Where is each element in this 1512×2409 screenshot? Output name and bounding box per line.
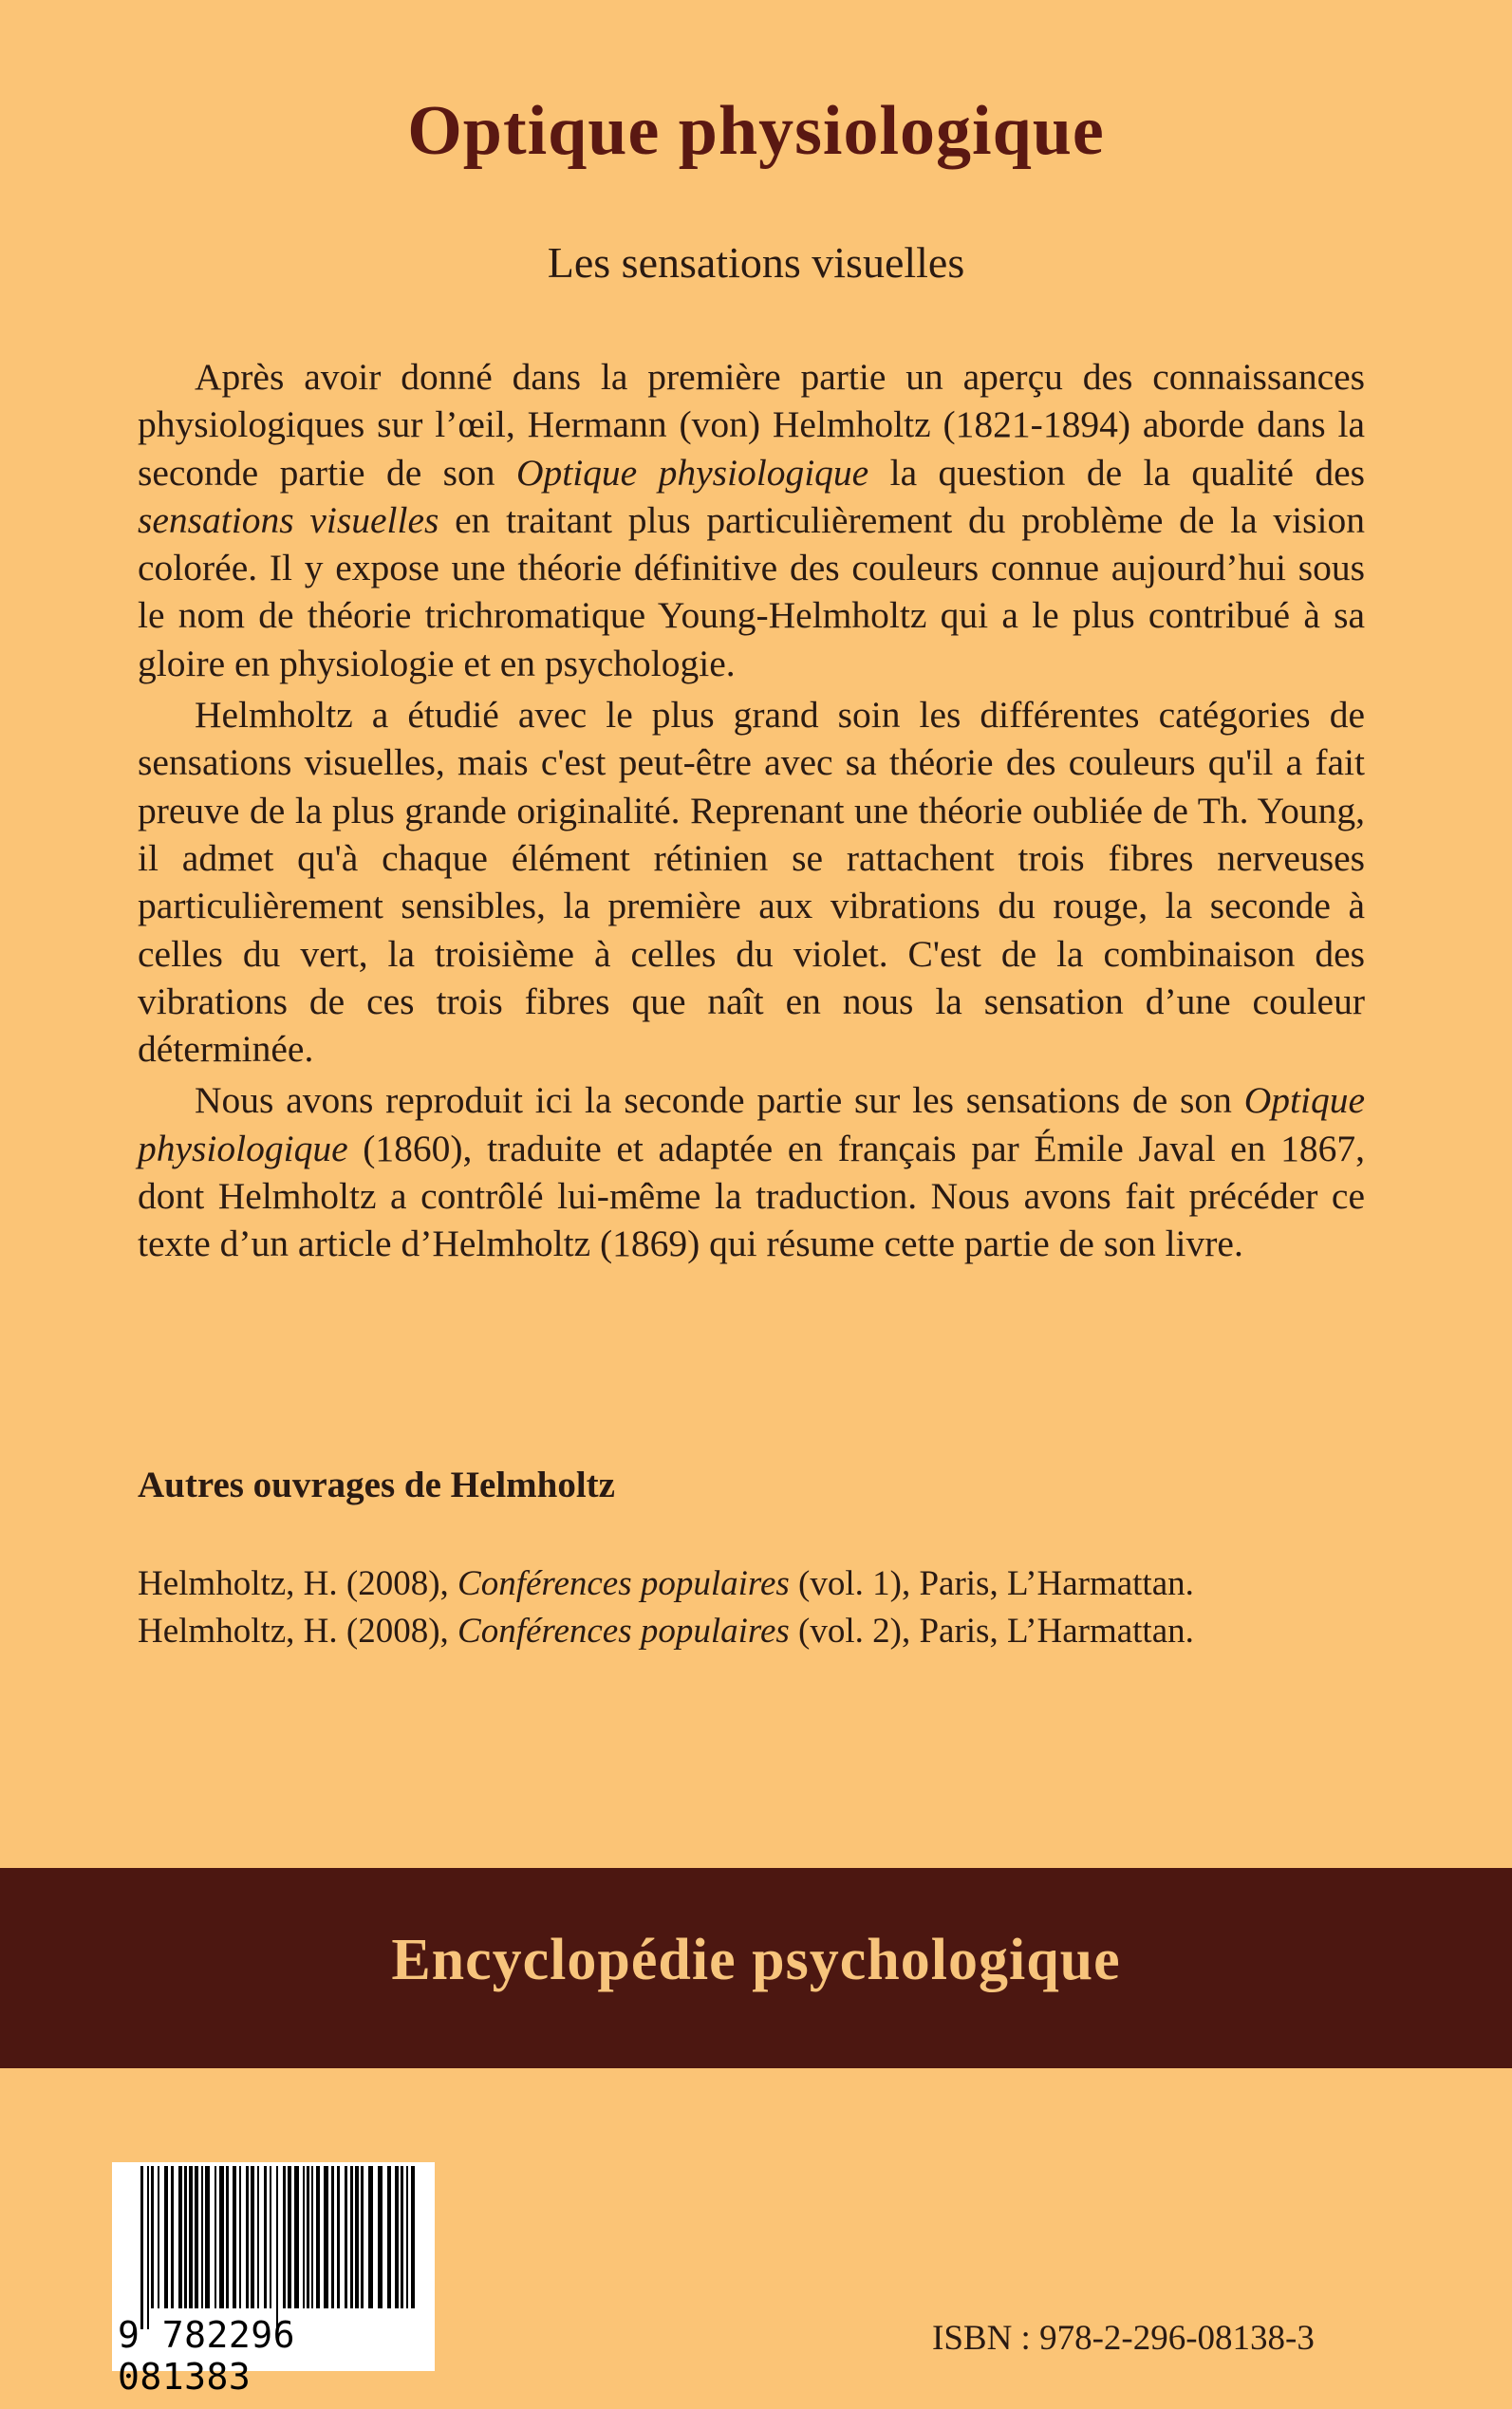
paragraph-3 [138, 1076, 1365, 1267]
barcode-bar [368, 2166, 373, 2308]
barcode-bar [350, 2166, 353, 2308]
barcode-bar [195, 2166, 198, 2308]
barcode-bar [189, 2166, 193, 2308]
p1-italic-2: sensations visuelles [138, 498, 439, 541]
barcode-bar [171, 2166, 174, 2308]
barcode-bar [178, 2166, 182, 2308]
barcode-bar [355, 2166, 359, 2308]
isbn: ISBN : 978-2-296-08138-3 [932, 2319, 1315, 2358]
paragraph-1 [138, 353, 1365, 687]
barcode-bar [147, 2166, 149, 2329]
reference-2 [138, 1611, 1194, 1652]
barcode-bar [324, 2166, 328, 2308]
barcode-bar [264, 2166, 267, 2308]
ref-1-rest: (vol. 1), Paris, L’Harmattan. [789, 1564, 1194, 1603]
paragraph-2: Helmholtz a étudié avec le plus grand soin les différentes catégories de sensations visuelles, mais c'est peut-être avec sa théorie des couleurs qu'il a fait preuve de la plus grande originalité. Reprenant une théorie oubliée de Th. Young, il admet qu'à chaque élément rétinien se rattachent trois fibres nerveuses particulièrement sensibles, la première aux vibrations du rouge, la seconde à celles du vert, la troisième à celles du violet. C'est de la combinaison des vibrations de ces trois fibres que naît en nous la sensation d’une couleur déterminée. [138, 694, 1365, 1071]
barcode-bar [246, 2166, 249, 2308]
barcode-bar [337, 2166, 340, 2308]
barcode-bar [184, 2166, 187, 2308]
barcode-bar [276, 2166, 278, 2329]
barcode-bar [331, 2166, 334, 2308]
barcode-bar [158, 2166, 159, 2308]
p1-text-a: Après avoir donné dans la première partie un aperçu des connaissances physiologiques sur l’œil, Hermann (von) Helmholtz (1821-1894) aborde dans la seconde partie de son [138, 356, 1365, 494]
barcode-bar [239, 2166, 241, 2308]
series-title: Encyclopédie psychologique [391, 1928, 1121, 1992]
barcode-bar [406, 2166, 408, 2308]
barcode-bar [205, 2166, 210, 2308]
barcode-bar [294, 2166, 299, 2308]
barcode-bar [288, 2166, 291, 2308]
barcode-bar [316, 2166, 320, 2308]
barcode-bar [201, 2166, 203, 2308]
book-subtitle: Les sensations visuelles [547, 238, 965, 287]
barcode-digits: 9 782296 081383 [118, 2314, 296, 2398]
p1-text-b: la question de la qualité des [868, 451, 1365, 494]
p3-text-b: (1860), traduite et adaptée en français par Émile Javal en 1867, dont Helmholtz a contrôlé lui-même la traduction. Nous avons fait précéder ce texte d’un article d’Helmholtz (1869) qui résume cette partie de son livre. [138, 1127, 1365, 1265]
ref-2-title: Conférences populaires [457, 1612, 790, 1651]
p3-italic-1: Optique physiologique [138, 1079, 1365, 1169]
barcode-bar [307, 2166, 309, 2308]
barcode-bar [378, 2166, 383, 2308]
barcode-bar [140, 2166, 143, 2329]
barcode-bar [251, 2166, 254, 2308]
barcode [112, 2162, 435, 2398]
barcode-bar [395, 2166, 399, 2308]
barcode-bar [345, 2166, 347, 2308]
barcode-bar [270, 2166, 271, 2308]
barcode-bar [164, 2166, 168, 2308]
barcode-bar [283, 2166, 286, 2308]
barcode-bar [311, 2166, 313, 2308]
reference-1 [138, 1563, 1194, 1604]
other-works-heading: Autres ouvrages de Helmholtz [138, 1465, 615, 1505]
ref-2-author: Helmholtz, H. (2008), [138, 1612, 458, 1651]
summary-text [138, 353, 1365, 1268]
barcode-bar [303, 2166, 305, 2308]
ref-2-rest: (vol. 2), Paris, L’Harmattan. [789, 1612, 1194, 1651]
barcode-bar [215, 2166, 216, 2308]
p1-italic-1: Optique physiologique [515, 451, 869, 494]
barcode-bar [233, 2166, 236, 2308]
ref-1-author: Helmholtz, H. (2008), [138, 1564, 458, 1603]
barcode-bar [257, 2166, 259, 2308]
p1-text-c: en traitant plus particulièrement du problème de la vision colorée. Il y expose une théorie définitive des couleurs connue aujourd’hui sous le nom de théorie trichromatique Young-Helmholtz qui a le plus contribué à sa gloire en physiologie et en psychologie. [138, 498, 1365, 684]
barcode-bar [151, 2166, 154, 2308]
ref-1-title: Conférences populaires [457, 1564, 790, 1603]
book-title: Optique physiologique [407, 92, 1105, 170]
barcode-bar [219, 2166, 224, 2308]
barcode-bar [401, 2166, 403, 2308]
barcode-bar [411, 2166, 415, 2308]
barcode-bar [226, 2166, 229, 2308]
barcode-bar [387, 2166, 391, 2308]
p3-text-a: Nous avons reproduit ici la seconde partie sur les sensations de son [195, 1079, 1244, 1122]
series-band [0, 1868, 1512, 2068]
barcode-bar [361, 2166, 364, 2308]
